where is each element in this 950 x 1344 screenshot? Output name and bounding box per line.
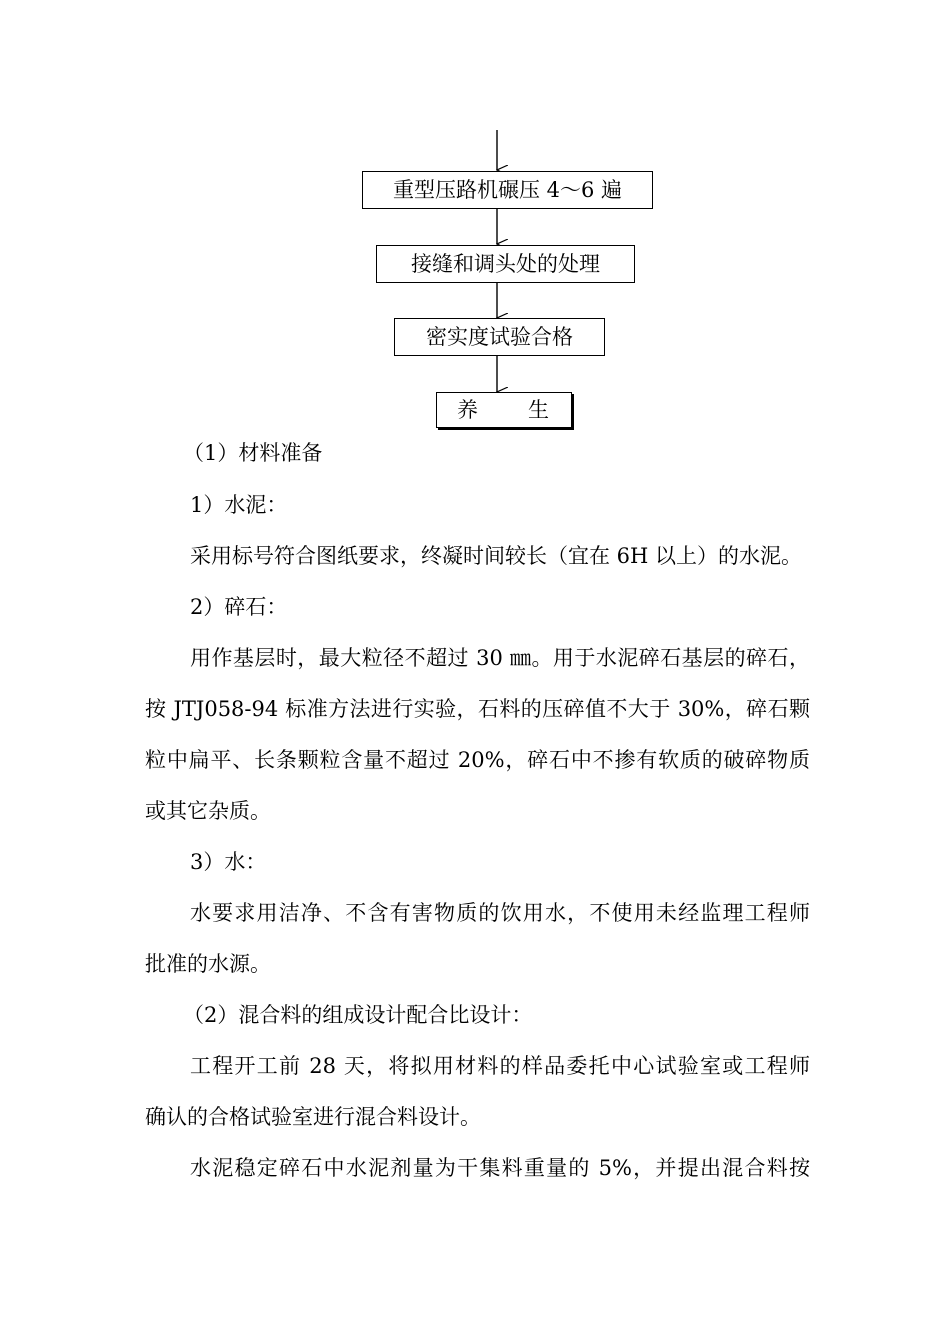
section-heading-materials: （1）材料准备 xyxy=(183,441,323,465)
water-paragraph-line-1: 水要求用洁净、不含有害物质的饮用水，不使用未经监理工程师 xyxy=(190,901,810,925)
construction-flowchart xyxy=(0,0,950,440)
flow-step-density-label: 密实度试验合格 xyxy=(426,324,573,349)
flow-step-density xyxy=(394,318,605,356)
flow-step-rolling xyxy=(362,171,653,209)
gravel-paragraph-line-4: 或其它杂质。 xyxy=(145,799,271,823)
subheading-water: 3）水： xyxy=(190,850,267,874)
flow-step-joints-label: 接缝和调头处的处理 xyxy=(411,251,600,276)
gravel-paragraph-line-3: 粒中扁平、长条颗粒含量不超过 20%，碎石中不掺有软质的破碎物质 xyxy=(145,748,810,772)
design-paragraph-line-1: 工程开工前 28 天，将拟用材料的样品委托中心试验室或工程师 xyxy=(190,1054,810,1078)
flow-step-curing-char-1: 养 xyxy=(457,397,478,422)
flow-step-joints xyxy=(376,245,635,283)
gravel-paragraph-line-2: 按 JTJ058-94 标准方法进行实验，石料的压碎值不大于 30%，碎石颗 xyxy=(145,697,810,721)
section-heading-mix-design: （2）混合料的组成设计配合比设计： xyxy=(183,1003,533,1027)
subheading-cement: 1）水泥： xyxy=(190,493,288,517)
design-paragraph-line-2: 确认的合格试验室进行混合料设计。 xyxy=(145,1105,481,1129)
flow-step-rolling-label: 重型压路机碾压 4～6 遍 xyxy=(392,177,623,202)
cement-paragraph: 采用标号符合图纸要求，终凝时间较长（宜在 6H 以上）的水泥。 xyxy=(190,544,803,568)
flow-step-curing-char-2: 生 xyxy=(528,397,549,422)
flow-step-curing xyxy=(436,392,572,428)
design-paragraph-line-3: 水泥稳定碎石中水泥剂量为干集料重量的 5%，并提出混合料按 xyxy=(190,1156,810,1180)
water-paragraph-line-2: 批准的水源。 xyxy=(145,952,271,976)
gravel-paragraph-line-1: 用作基层时，最大粒径不超过 30 ㎜。用于水泥碎石基层的碎石， xyxy=(190,646,810,670)
flow-arrows xyxy=(0,0,950,440)
subheading-gravel: 2）碎石： xyxy=(190,595,288,619)
